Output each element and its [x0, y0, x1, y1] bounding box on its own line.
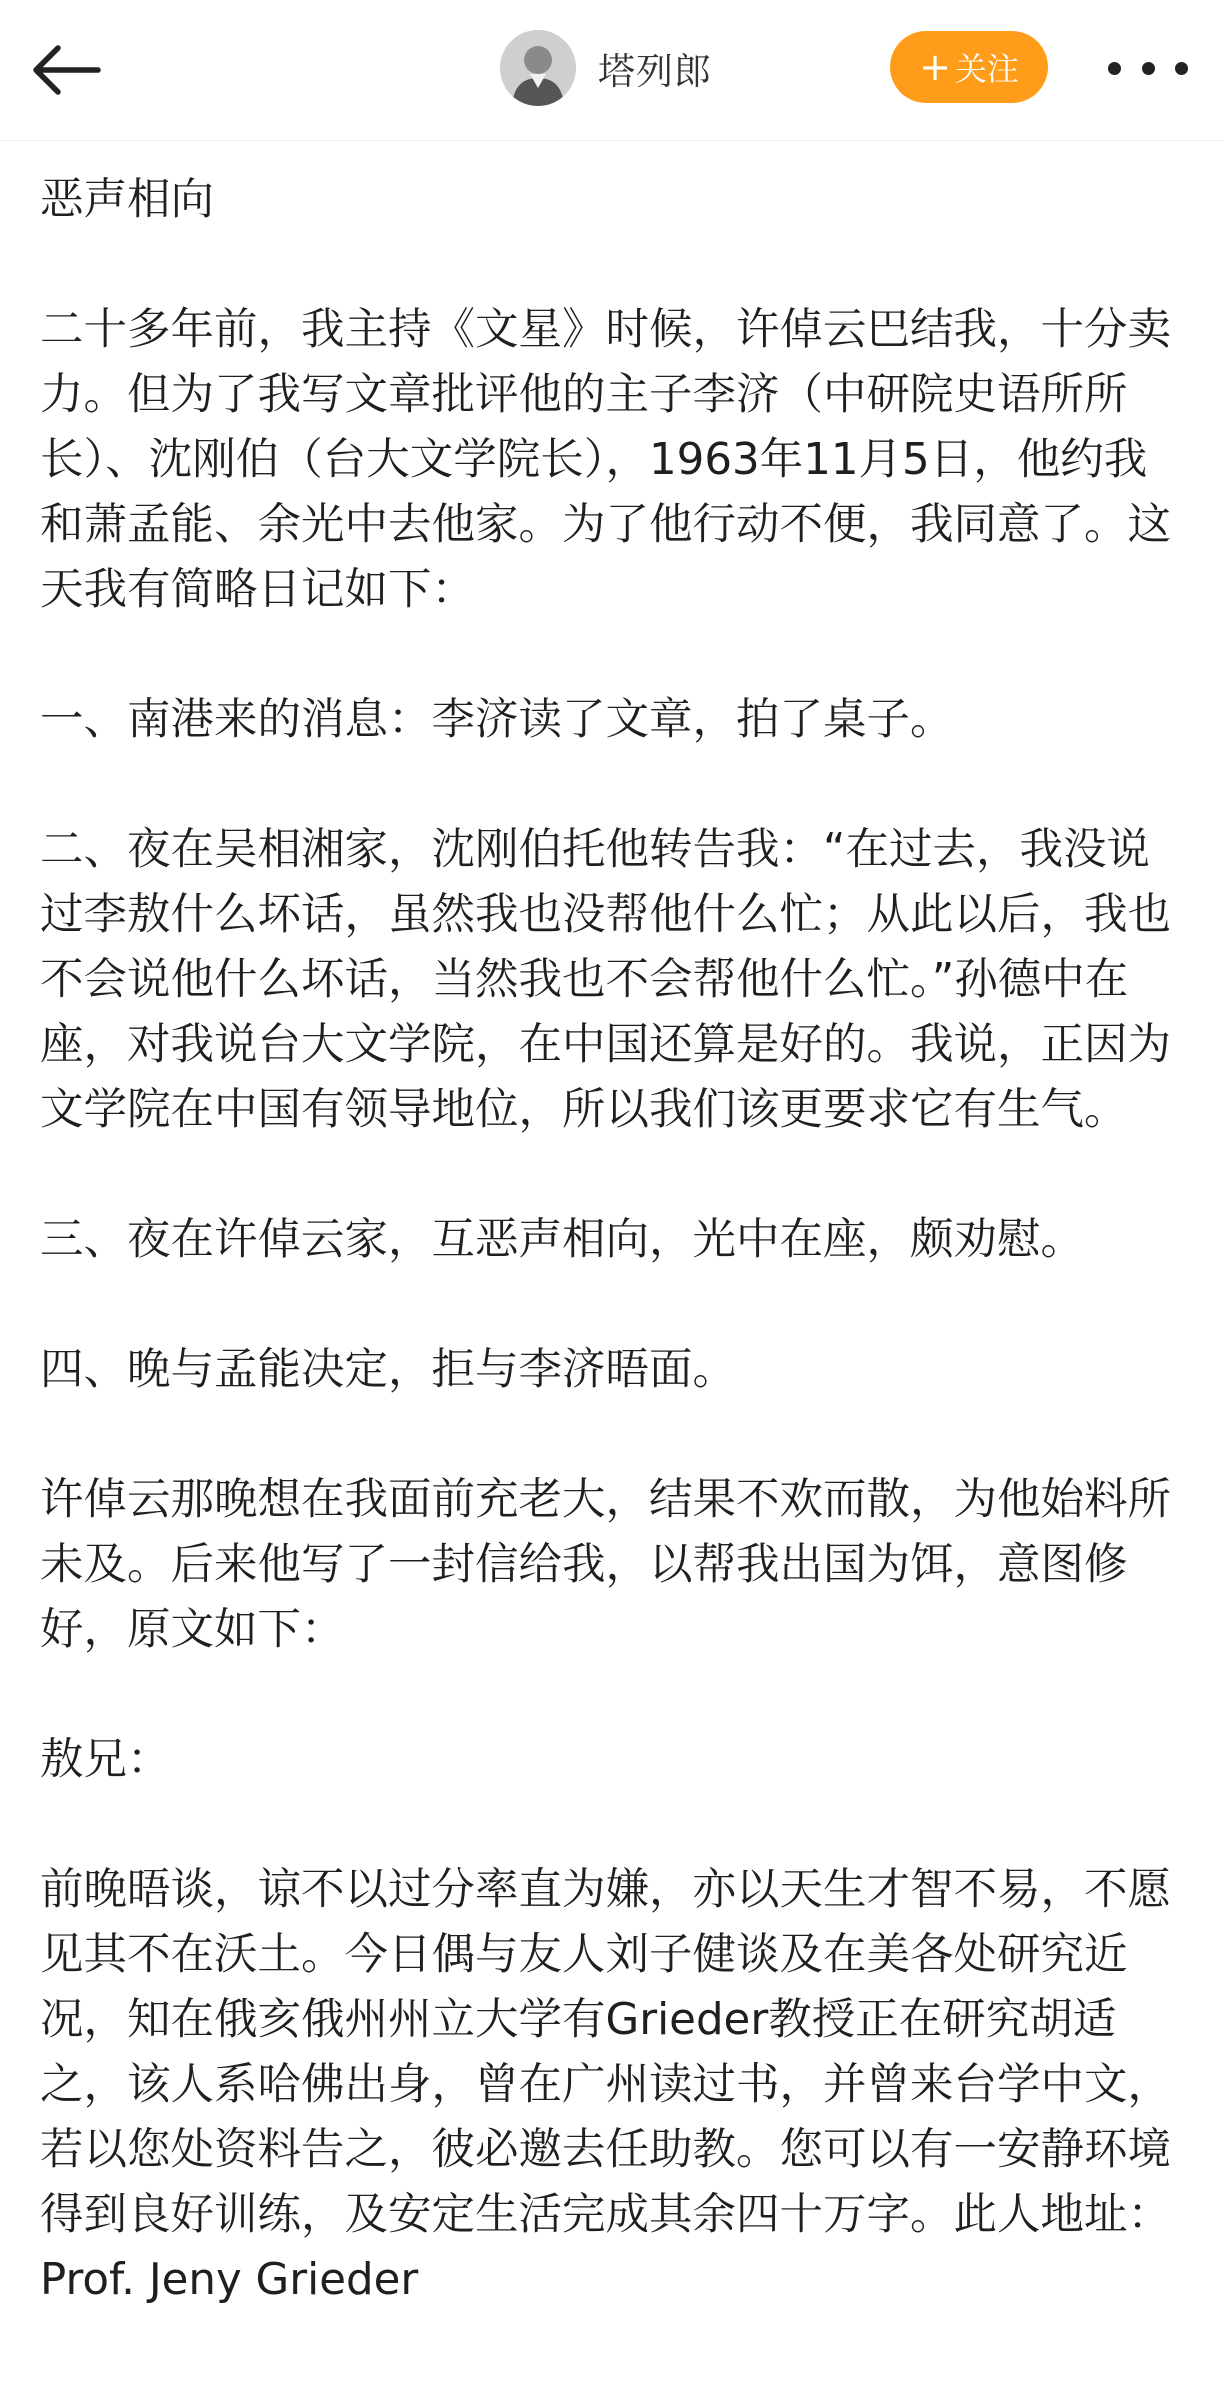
article-paragraph: 二十多年前，我主持《文星》时候，许倬云巴结我，十分卖力。但为了我写文章批评他的主子李济（中研院史语所所长）、沈刚伯（台大文学院长），1963年11月5日，他约我和萧孟能、余光中去他家。为了他行动不便，我同意了。这天我有简略日记如下：	[40, 305, 1171, 615]
back-button[interactable]	[28, 30, 108, 110]
top-nav-bar	[0, 0, 1224, 141]
article-title: 恶声相向	[40, 175, 214, 225]
follow-button[interactable]	[890, 31, 1048, 103]
more-dots-icon	[1175, 62, 1188, 75]
follow-label: 关注	[954, 50, 1019, 88]
more-dots-icon	[1108, 62, 1121, 75]
article-paragraph: 前晚晤谈，谅不以过分率直为嫌，亦以天生才智不易，不愿见其不在沃土。今日偶与友人刘子健谈及在美各处研究近况，知在俄亥俄州州立大学有Grieder教授正在研究胡适之，该人系哈佛出身，曾在广州读过书，并曾来台学中文，若以您处资料告之，彼必邀去任助教。您可以有一安静环境得到良好训练，及安定生活完成其余四十万字。此人地址：Prof. Jeny Grieder	[40, 1865, 1171, 2305]
author-portrait-icon	[500, 30, 576, 106]
author-name[interactable]: 塔列郎	[598, 50, 712, 93]
more-options-button[interactable]	[1108, 52, 1188, 84]
more-dots-icon	[1142, 62, 1155, 75]
article-paragraph: 许倬云那晚想在我面前充老大，结果不欢而散，为他始料所未及。后来他写了一封信给我，以帮我出国为饵，意图修好，原文如下：	[40, 1475, 1171, 1655]
avatar[interactable]	[500, 30, 576, 106]
article-body	[40, 168, 1190, 2313]
article-paragraph: 二、夜在吴相湘家，沈刚伯托他转告我：“在过去，我没说过李敖什么坏话，虽然我也没帮他什么忙；从此以后，我也不会说他什么坏话，当然我也不会帮他什么忙。”孙德中在座，对我说台大文学院，在中国还算是好的。我说，正因为文学院在中国有领导地位，所以我们该更要求它有生气。	[40, 825, 1171, 1135]
article-paragraph: 四、晚与孟能决定，拒与李济晤面。	[40, 1345, 736, 1395]
letter-salutation: 敖兄：	[40, 1735, 171, 1785]
plus-icon: +	[919, 45, 951, 89]
author-info[interactable]	[500, 28, 712, 108]
article-paragraph: 一、南港来的消息：李济读了文章，拍了桌子。	[40, 695, 954, 745]
back-arrow-icon	[28, 30, 108, 110]
article-paragraph: 三、夜在许倬云家，互恶声相向，光中在座，颇劝慰。	[40, 1215, 1084, 1265]
